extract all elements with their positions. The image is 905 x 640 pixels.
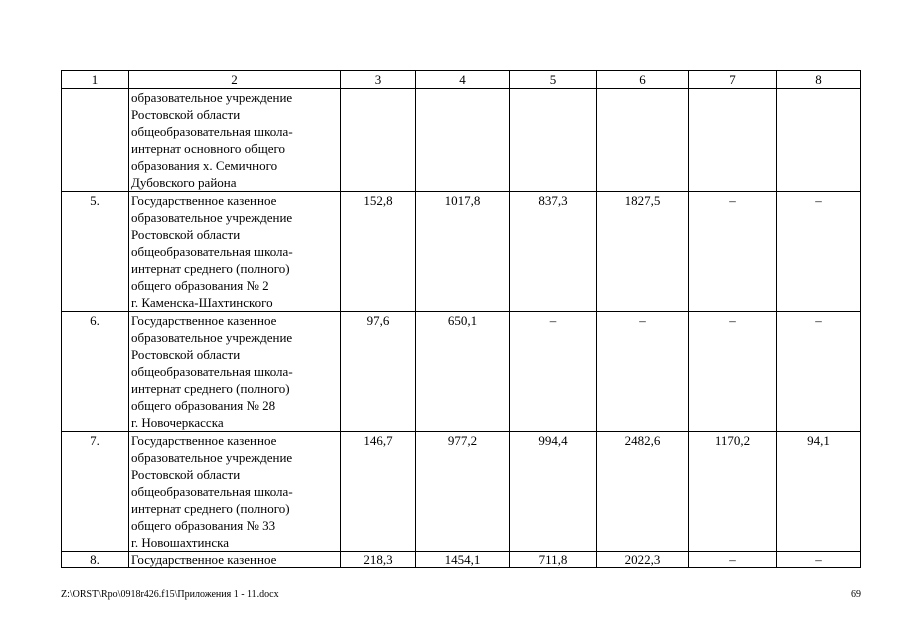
name-line: образовательное учреждение — [131, 90, 293, 105]
value-cell: 146,7 — [341, 432, 416, 552]
name-line: г. Новошахтинска — [131, 535, 230, 550]
name-line: г. Новочеркасска — [131, 415, 224, 430]
value-cell: – — [777, 312, 861, 432]
value-cell: – — [777, 552, 861, 568]
value-cell — [416, 89, 510, 192]
name-line: г. Каменска-Шахтинского — [131, 295, 273, 310]
column-number-row — [62, 71, 861, 89]
name-line: Ростовской области — [131, 347, 241, 362]
table-row — [62, 192, 861, 312]
name-line: Ростовской области — [131, 107, 241, 122]
column-header: 8 — [777, 71, 861, 89]
name-line: Государственное казенное — [131, 313, 277, 328]
name-line: образовательное учреждение — [131, 330, 293, 345]
column-header: 3 — [341, 71, 416, 89]
institution-name — [129, 192, 341, 312]
value-cell: 837,3 — [510, 192, 597, 312]
table-row — [62, 312, 861, 432]
value-cell: 1827,5 — [597, 192, 689, 312]
footer-file-path: Z:\ORST\Rpo\0918r426.f15\Приложения 1 - 11.docx — [61, 589, 279, 600]
name-line: образовательное учреждение — [131, 210, 293, 225]
row-number — [62, 89, 129, 192]
column-header: 1 — [62, 71, 129, 89]
name-line: общеобразовательная школа- — [131, 484, 293, 499]
name-line: общеобразовательная школа- — [131, 124, 293, 139]
value-cell: 1170,2 — [689, 432, 777, 552]
name-line: Дубовского района — [131, 175, 237, 190]
row-number: 8. — [62, 552, 129, 568]
value-cell: 94,1 — [777, 432, 861, 552]
name-line: Ростовской области — [131, 467, 241, 482]
value-cell: – — [689, 552, 777, 568]
row-number: 5. — [62, 192, 129, 312]
name-line: общего образования № 33 — [131, 518, 276, 533]
name-line: интернат среднего (полного) — [131, 261, 290, 276]
data-table — [61, 70, 861, 568]
column-header: 7 — [689, 71, 777, 89]
value-cell: 977,2 — [416, 432, 510, 552]
name-line: Государственное казенное — [131, 552, 277, 567]
table-row — [62, 432, 861, 552]
column-header: 2 — [129, 71, 341, 89]
name-line: общеобразовательная школа- — [131, 364, 293, 379]
table-row — [62, 89, 861, 192]
column-header: 6 — [597, 71, 689, 89]
value-cell: – — [777, 192, 861, 312]
name-line: интернат основного общего — [131, 141, 285, 156]
value-cell — [689, 89, 777, 192]
value-cell — [341, 89, 416, 192]
name-line: Ростовской области — [131, 227, 241, 242]
name-line: образовательное учреждение — [131, 450, 293, 465]
value-cell: 2482,6 — [597, 432, 689, 552]
institution-name — [129, 552, 341, 568]
value-cell: 218,3 — [341, 552, 416, 568]
value-cell: 994,4 — [510, 432, 597, 552]
value-cell: 650,1 — [416, 312, 510, 432]
value-cell: – — [510, 312, 597, 432]
name-line: Государственное казенное — [131, 193, 277, 208]
value-cell — [510, 89, 597, 192]
value-cell: 1017,8 — [416, 192, 510, 312]
row-number: 7. — [62, 432, 129, 552]
value-cell: 711,8 — [510, 552, 597, 568]
name-line: интернат среднего (полного) — [131, 501, 290, 516]
value-cell — [597, 89, 689, 192]
value-cell: 97,6 — [341, 312, 416, 432]
column-header: 4 — [416, 71, 510, 89]
value-cell — [777, 89, 861, 192]
value-cell: – — [597, 312, 689, 432]
column-header: 5 — [510, 71, 597, 89]
value-cell: 1454,1 — [416, 552, 510, 568]
name-line: интернат среднего (полного) — [131, 381, 290, 396]
table-row — [62, 552, 861, 568]
name-line: Государственное казенное — [131, 433, 277, 448]
value-cell: – — [689, 192, 777, 312]
institution-name — [129, 312, 341, 432]
value-cell: 152,8 — [341, 192, 416, 312]
page-number: 69 — [851, 589, 861, 600]
value-cell: 2022,3 — [597, 552, 689, 568]
name-line: общего образования № 2 — [131, 278, 269, 293]
name-line: общего образования № 28 — [131, 398, 276, 413]
row-number: 6. — [62, 312, 129, 432]
institution-name — [129, 432, 341, 552]
name-line: общеобразовательная школа- — [131, 244, 293, 259]
value-cell: – — [689, 312, 777, 432]
name-line: образования х. Семичного — [131, 158, 278, 173]
institution-name — [129, 89, 341, 192]
